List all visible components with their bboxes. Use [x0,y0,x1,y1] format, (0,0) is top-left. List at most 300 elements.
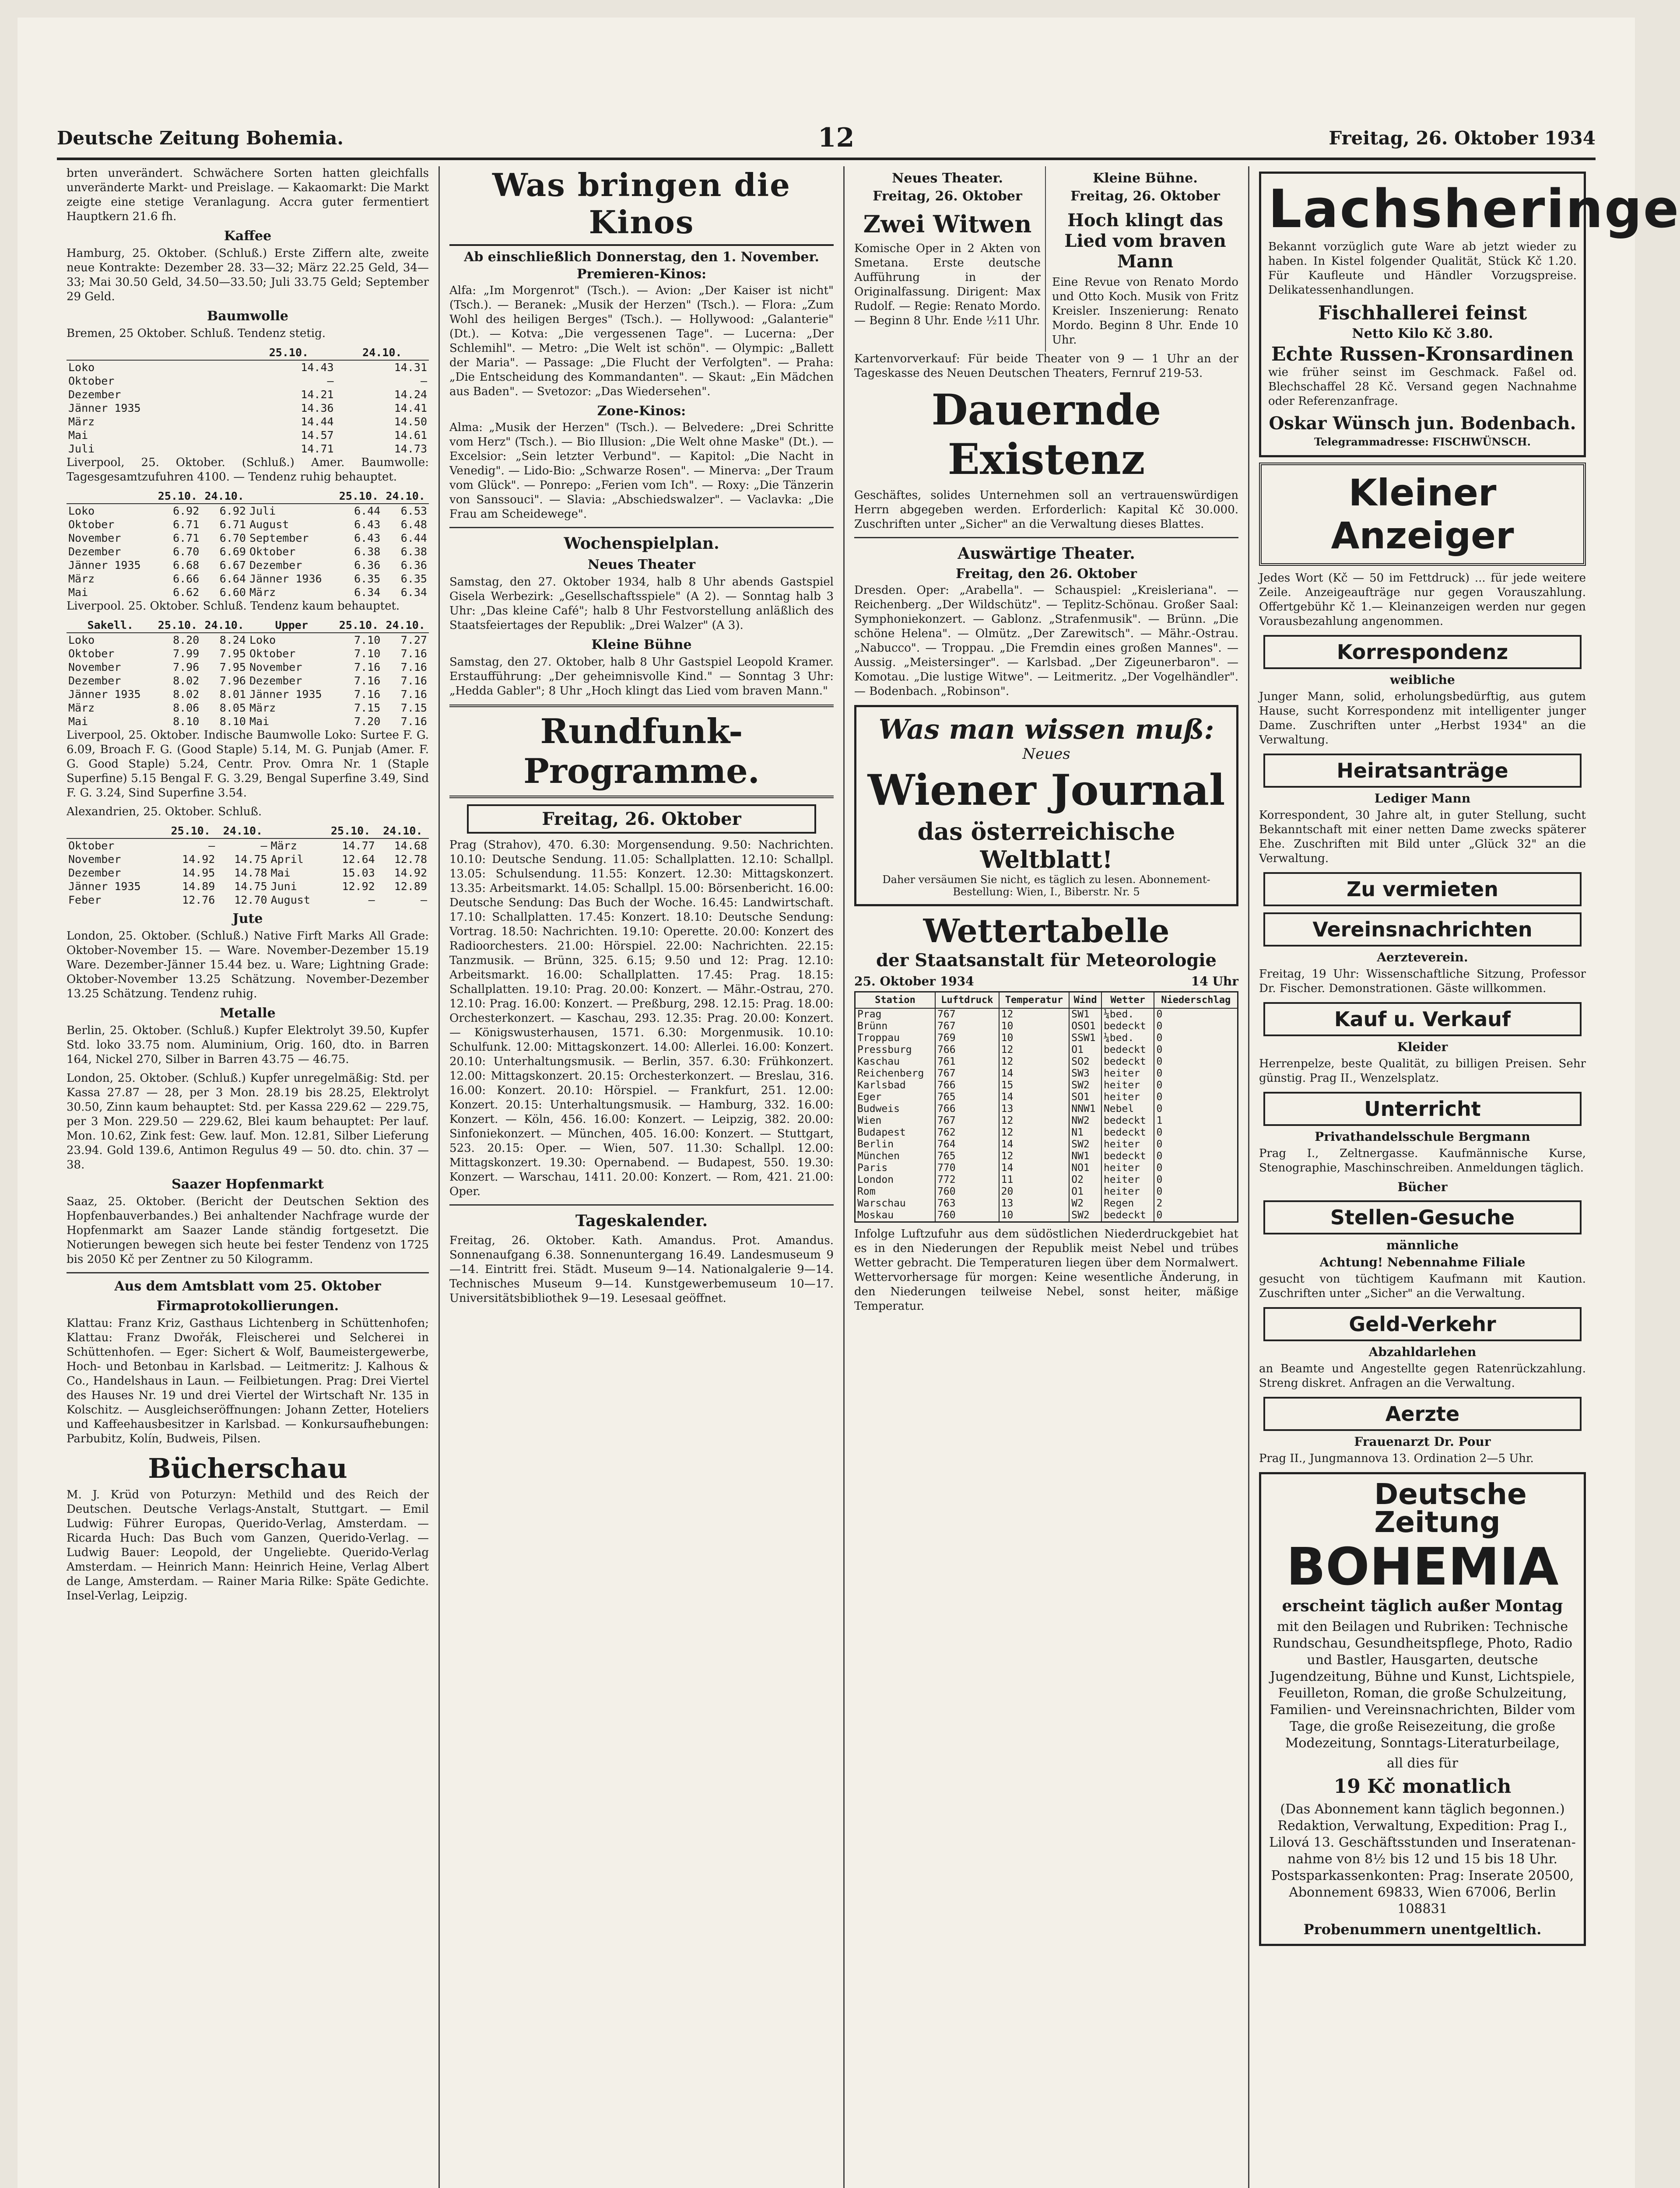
kaffee-text: Hamburg, 25. Oktober. (Schluß.) Erste Ziffern alte, zweite neue Kontrakte: Dezember 28. 33—32; März 22.25 Geld, 34—33; Mai 30.50 Geld, 34.50—33.50; Juli 33.75 Geld; September 29 Geld. [67,247,429,303]
table-cell: 6.38 [400,545,427,558]
frauenarzt-sub: Frauenarzt Dr. Pour [1354,1434,1491,1449]
wissen-heading: Was man wissen muß: [878,713,1214,745]
table-cell: SO2 [1069,1056,1101,1068]
neues-theater-box [854,166,1046,352]
table-cell: 7.16 [400,647,427,660]
column-3 [845,166,1249,2188]
market-row [67,852,429,866]
table-cell: — [327,375,334,387]
column-header: Luftdruck [935,992,999,1009]
table-cell: 767 [935,1068,999,1080]
table-cell: 7.16 [354,674,381,687]
table-cell: 7.10 [354,634,381,646]
table-cell: 6.44 [354,505,381,517]
market-row [67,388,429,401]
russen-text: wie früher seinst im Geschmack. Faßel od. Blechschaffel 28 Kč. Versand gegen Nachnahme oder Referenzanfrage. [1268,366,1577,408]
table-cell: 0 [1154,1044,1238,1056]
kauf-text: Herrenpelze, beste Qualität, zu billigen Preisen. Sehr günstig. Prag II., Wenzelsplatz. [1259,1057,1586,1085]
table-cell: ¼bed. [1101,1008,1154,1020]
table-cell: 14 [999,1091,1070,1103]
table-cell: Loko [68,505,95,517]
table-cell: München [855,1150,936,1162]
table-cell: 14.77 [342,839,375,852]
table-cell: 14.89 [182,880,215,893]
column-header: Station [855,992,936,1009]
tageskalender-heading: Tageskalender. [575,1212,708,1230]
table-cell: Budapest [855,1127,936,1139]
table-cell: 6.67 [219,559,246,572]
table-cell: Berlin [855,1139,936,1150]
table-cell: 12.89 [394,880,427,893]
table-cell: 760 [935,1186,999,1198]
wettertabelle-subtitle: der Staatsanstalt für Meteorologie [876,950,1217,971]
table-cell: Loko [68,634,95,646]
wissen-neues: Neues [1022,745,1070,763]
table-cell: Jänner 1935 [68,402,141,414]
indische-text: Liverpool, 25. Oktober. Indische Baumwolle Loko: Surtee F. G. 6.09, Broach F. G. (Good Staple) 5.14, M. G. Punjab (Amer. F. G. Good Staple) 5.24, Centr. Prov. Omra Nr. 1 (Staple Superfine) 5.15 Bengal F. G. 3.29, Bengal Superfine 3.49, Sind F. G. 3.24, Sind Superfine 3.54. [67,729,429,799]
table-cell: 14.92 [394,866,427,879]
market-row [67,715,429,728]
table-cell: 6.34 [400,586,427,599]
column-header: 24.10. [201,618,248,633]
table-cell: 0 [1154,1056,1238,1068]
table-cell: 10 [999,1020,1070,1032]
table-cell: 6.69 [219,545,246,558]
table-cell: 765 [935,1150,999,1162]
kleine-buehne-heading: Kleine Bühne. [1093,171,1198,186]
oskar-wuensch: Oskar Wünsch jun. Bodenbach. [1269,413,1576,434]
column-header: 24.10. [336,345,429,360]
weather-time: 14 Uhr [1191,974,1238,989]
jute-heading: Jute [232,911,263,926]
auswaertige-theater-heading: Auswärtige Theater. [957,544,1135,563]
column-header: 24.10. [382,489,429,504]
table-cell: 12 [999,1150,1070,1162]
weather-row [855,1056,1238,1068]
table-cell: 15.03 [342,866,375,879]
baumwolle-heading: Baumwolle [207,309,289,324]
table-cell: 8.20 [173,634,200,646]
table-cell: 8.05 [219,701,246,714]
kleine-buehne-box [1052,166,1238,352]
divider [854,537,1238,538]
table-cell: O2 [1069,1174,1101,1186]
fischhalle-price: Netto Kilo Kč 3.80. [1352,326,1493,341]
table-cell: Oktober [68,839,115,852]
table-cell: heiter [1101,1139,1154,1150]
table-cell: 0 [1154,1068,1238,1080]
geld-sub: Abzahldarlehen [1368,1345,1477,1359]
korrespondenz-heading: Korrespondenz [1263,635,1582,669]
table-cell: 763 [935,1198,999,1210]
table-cell: Moskau [855,1210,936,1222]
column-header: 25.10. [336,489,382,504]
theater-row [854,166,1238,352]
dauernde-existenz-text: Geschäftes, solides Unternehmen soll an vertrauenswürdigen Herrn abgegeben werden. Erforderlich: Kapital Kč 30.000. Zuschriften unter „Sicher" an die Verwaltung dieses Blattes. [854,489,1238,531]
kaffee-heading: Kaffee [224,228,272,244]
table-cell: 14.44 [301,415,334,428]
russen-line: Echte Russen-Kronsardinen [1271,343,1574,365]
table-cell: heiter [1101,1174,1154,1186]
alexandria-table [67,824,429,907]
table-cell: 6.35 [400,572,427,585]
table-cell: O1 [1069,1044,1101,1056]
market-row [67,647,429,660]
table-cell: bedeckt [1101,1020,1154,1032]
aerzteverein-sub: Aerzteverein. [1377,950,1468,964]
table-cell: 8.10 [219,715,246,728]
weather-text: Infolge Luftzufuhr aus dem südöstlichen Niederdruckgebiet hat es in den Niederungen der Republik meist Nebel und trübes Wetter gebracht. Die Temperaturen liegen über dem Normalwert. Wettervorhersage für morgen: Keine wesentliche Änderung, in den Niederungen teilweise Nebel, sonst heiter, mäßige Temperatur. [854,1227,1238,1313]
kino-subtitle: Ab einschließlich Donnerstag, den 1. November. [464,249,819,265]
neues-theater-title: Zwei Witwen [863,210,1032,238]
table-cell: 7.15 [354,701,381,714]
table-cell: Eger [855,1091,936,1103]
table-cell: 13 [999,1103,1070,1115]
column-header: 25.10. [154,618,201,633]
weather-header-row [854,974,1238,989]
unterricht-sub: Privathandelsschule Bergmann [1315,1129,1530,1144]
table-cell: 14 [999,1162,1070,1174]
table-cell: 15 [999,1080,1070,1091]
table-cell: August [270,894,310,906]
table-cell: bedeckt [1101,1044,1154,1056]
table-cell: 14.92 [182,853,215,866]
table-cell: März [68,701,95,714]
table-cell: N1 [1069,1127,1101,1139]
fischhalle-line: Fischhallerei feinst [1318,302,1527,324]
masthead-title: Deutsche Zeitung Bohemia. [57,127,344,149]
metalle-text: Berlin, 25. Oktober. (Schluß.) Kupfer Elektrolyt 39.50, Kupfer Std. loko 33.75 nom. Aluminium, Orig. 160, dto. in Barren 164, Nickel 270, Silber in Barren 43.75 — 46.75. [67,1024,429,1066]
neues-theater-date: Freitag, 26. Oktober [873,189,1022,204]
table-cell: bedeckt [1101,1210,1154,1222]
column-header: 25.10. [154,489,201,504]
table-cell: Brünn [855,1020,936,1032]
table-cell: bedeckt [1101,1150,1154,1162]
weather-row [855,1150,1238,1162]
table-cell: 0 [1154,1008,1238,1020]
weather-row [855,1080,1238,1091]
table-cell: 8.02 [173,674,200,687]
table-cell: 767 [935,1008,999,1020]
saazer-heading: Saazer Hopfenmarkt [172,1177,324,1192]
table-cell: 6.70 [173,545,200,558]
bohemia-ad [1259,1472,1586,1946]
table-cell: Prag [855,1008,936,1020]
market-row [67,531,429,545]
dauernde-existenz-ad: Dauernde Existenz [931,385,1161,484]
table-cell: 6.43 [354,518,381,531]
table-cell: bedeckt [1101,1127,1154,1139]
table-cell: 7.95 [219,647,246,660]
column-header: 25.10. [165,824,217,838]
table-cell: Jänner 1935 [68,880,141,893]
kino-title: Was bringen die Kinos [449,166,834,246]
masthead-date: Freitag, 26. Oktober 1934 [1329,127,1596,149]
geld-verkehr-heading: Geld-Verkehr [1263,1307,1582,1341]
column-2 [440,166,845,2188]
table-cell: W2 [1069,1198,1101,1210]
table-cell: Jänner 1935 [68,688,141,701]
liverpool2-table [67,618,429,728]
neues-theater-heading: Neues Theater [587,557,696,572]
table-cell: 7.16 [400,661,427,673]
london-text: London, 25. Oktober. (Schluß.) Kupfer unregelmäßig: Std. per Kassa 27.87 — 28, per 3 Mon. 28.19 bis 28.25, Elektrolyt 30.50, Zinn kaum behauptet: Std. per Kassa 229.62 — 229.75, per 3 Mon. 229.50 — 229.62, Blei kaum behauptet: Per lauf. Mon. 10.62, Zink fest: Gew. lauf. Mon. 12.81, Silber Lieferung 23.94. Gold 139.6, Antimon Regulus 49 — 50. dto. chin. 37 — 38. [67,1072,429,1171]
table-cell: 0 [1154,1080,1238,1091]
divider [67,1272,429,1273]
table-cell: November [68,853,121,866]
market-row [67,415,429,428]
table-cell: 0 [1154,1150,1238,1162]
table-cell: Mai [68,715,88,728]
table-cell: — [208,839,215,852]
column-header: Wetter [1101,992,1154,1009]
table-cell: London [855,1174,936,1186]
bohemia-line1: erscheint täglich außer Montag [1282,1597,1563,1615]
auswaertige-theater-text: Dresden. Oper: „Arabella". — Schauspiel: „Kreisleriana". — Reichenberg. „Der Wildschütz". — Teplitz-Schönau. Großer Saal: Symphoniekonzert. — Gablonz. „Strafenmusik". — Brünn. „Die schöne Helena". — Olmütz. „Der Zarewitsch". — Mähr.-Ostrau. „Nabucco". — Troppau. „Die Fremdin eines großen Mannes". — Aussig. „Meistersinger". — Karlsbad. „Der Zigeunerbaron". — Komotau. „Die lustige Witwe". — Leitmeritz. „Der Vogelhändler". — Bodenbach. „Robinson". [854,584,1238,698]
market-row [67,880,429,893]
table-cell: NNW1 [1069,1103,1101,1115]
liverpool-table [67,489,429,599]
table-cell: Budweis [855,1103,936,1115]
tageskalender-text: Freitag, 26. Oktober. Kath. Amandus. Prot. Amandus. Sonnenaufgang 6.38. Sonnenuntergang 16.49. Landesmuseum 9—14. Eintritt frei. Städt. Museum 9—14. Nationalgalerie 9—14. Technisches Museum 9—14. Kunstgewerbemuseum 10—17. Universitätsbibliothek 9—19. Lesesaal geöffnet. [449,1234,834,1305]
rundfunk-title: Rundfunk-Programme. [449,705,834,798]
bohemia-logo: BOHEMIA [1286,1536,1559,1597]
table-cell: 0 [1154,1103,1238,1115]
table-cell: 7.96 [219,674,246,687]
kino-text: Alfa: „Im Morgenrot" (Tsch.). — Avion: „Der Kaiser ist nicht" (Tsch.). — Beranek: „Musik der Herzen" (Tsch.). — Flora: „Zum Wohl des heiligen Berges" (Tsch.). — Hollywood: „Galanterie" (Dt.). — Kotva: „Die vergessenen Tage". — Lucerna: „Der Schlemihl". — Metro: „Die Welt ist schön". — Olympic: „Ballett der Maria". — Passage: „Die Flucht der Verfolgten". — Praha: „Die Entscheidung des Kommandanten". — Skaut: „Ein Mädchen aus Baden". — Svetozor: „Das Wiedersehen". [449,284,834,398]
lachsheringe-title: Lachsheringe [1268,179,1680,240]
market-row [67,586,429,599]
table-cell: 12.78 [394,853,427,866]
table-cell: heiter [1101,1162,1154,1174]
aerzte-heading: Aerzte [1263,1397,1582,1431]
table-cell: 7.99 [173,647,200,660]
market-row [67,660,429,674]
weather-row [855,1115,1238,1127]
kauf-verkauf-heading: Kauf u. Verkauf [1263,1002,1582,1036]
weather-row [855,1127,1238,1139]
table-cell: 7.16 [400,688,427,701]
table-cell: heiter [1101,1186,1154,1198]
buecherschau-text: M. J. Krüd von Poturzyn: Methild und des Reich der Deutschen. Deutsche Verlags-Anstalt, Stuttgart. — Emil Ludwig: Führer Europas, Querido-Verlag, Amsterdam. — Ricarda Huch: Das Buch vom Ganzen, Querido-Verlag. — Ludwig Bauer: Leopold, der Ungeliebte. Querido-Verlag Amsterdam. — Heinrich Mann: Heinrich Heine, Verlag Albert de Lange, Amsterdam. — Rainer Maria Rilke: Späte Gedichte. Insel-Verlag, Leipzig. [67,1488,429,1602]
unterricht-text: Prag I., Zeltnergasse. Kaufmännische Kurse, Stenographie, Maschinschreiben. Anmeldungen täglich. [1259,1147,1586,1175]
table-cell: April [270,853,304,866]
weather-row [855,1032,1238,1044]
divider [449,1204,834,1206]
table-cell: November [68,661,121,673]
table-cell: Oktober [249,647,296,660]
market-row [67,374,429,388]
table-cell: Nebel [1101,1103,1154,1115]
table-cell: 0 [1154,1174,1238,1186]
column-header: Upper [248,618,336,633]
table-cell: ¼bed. [1101,1032,1154,1044]
kleine-buehne-heading: Kleine Bühne [591,637,692,652]
table-cell: Rom [855,1186,936,1198]
table-cell: 8.24 [219,634,246,646]
table-cell: 7.16 [400,715,427,728]
weather-row [855,1198,1238,1210]
column-header [67,824,165,838]
table-cell: 6.68 [173,559,200,572]
column-header: 24.10. [217,824,269,838]
table-cell: 12.70 [234,894,267,906]
korrespondenz-text: Junger Mann, solid, erholungsbedürftig, aus gutem Hause, sucht Korrespondenz mit intelligenter junger Dame. Zuschriften unter „Herbst 1934" an die Verwaltung. [1259,690,1586,747]
column-header: Niederschlag [1154,992,1238,1009]
table-cell: SW3 [1069,1068,1101,1080]
table-cell: heiter [1101,1091,1154,1103]
market-row [67,572,429,586]
table-cell: Regen [1101,1198,1154,1210]
table-cell: Dezember [249,559,302,572]
bremen-table [67,345,429,456]
table-cell: 0 [1154,1091,1238,1103]
table-cell: 7.10 [354,647,381,660]
table-cell: 12 [999,1127,1070,1139]
table-cell: 6.48 [400,518,427,531]
table-cell: heiter [1101,1068,1154,1080]
bohemia-text: mit den Beilagen und Rubriken: Technische Rundschau, Gesundheitspflege, Photo, Radio und Bastler, Hausgarten, deutsche Jugendzeitung, Bühne und Kunst, Lichtspiele, Feuilleton, Roman, die große Schulzeitung, Familien- und Vereinsnachrichten, Bilder vom Tage, die große Reisezeitung, die große Modezeitung, Sonntags-Literaturbeilage, [1270,1619,1575,1751]
kleiner-anzeiger-text: Jedes Wort (Kč — 50 im Fettdruck) ... für jede weitere Zeile. Anzeigeaufträge nur gegen Vorauszahlung. Offertgebühr Kč 1.— Kleinanzeigen werden nur gegen Vorausbezahlung angenommen. [1259,572,1586,628]
table-cell: NW1 [1069,1150,1101,1162]
table-cell: 766 [935,1103,999,1115]
column-header [248,489,336,504]
table-cell: 6.34 [354,586,381,599]
table-cell: 6.36 [400,559,427,572]
table-cell: 14.24 [394,388,427,401]
table-cell: 10 [999,1210,1070,1222]
table-cell: 12 [999,1115,1070,1127]
table-cell: 0 [1154,1186,1238,1198]
column-header: Temperatur [999,992,1070,1009]
column-header [67,489,154,504]
market-row [67,360,429,374]
stellen-sub: männliche [1386,1238,1459,1252]
table-cell: 6.53 [400,505,427,517]
market-row [67,838,429,852]
table-cell: 769 [935,1032,999,1044]
table-cell: 10 [999,1032,1070,1044]
table-cell: 6.71 [173,518,200,531]
saazer-text: Saaz, 25. Oktober. (Bericht der Deutschen Sektion des Hopfenbauverbandes.) Bei anhaltender Nachfrage wurde der Hopfenmarkt am Saazer Lande ständig fortgesetzt. Die Notierungen bewegen sich heute bei fester Tendenz von 1725 bis 2050 Kč per Zentner zu 50 Kilogramm. [67,1195,429,1266]
table-cell: bedeckt [1101,1056,1154,1068]
table-cell: 6.71 [173,532,200,544]
table-cell: Mai [270,866,291,879]
amtsblatt-heading: Aus dem Amtsblatt vom 25. Oktober [114,1279,381,1294]
kleine-buehne-date: Freitag, 26. Oktober [1070,189,1220,204]
market-row [67,674,429,687]
table-cell: Reichenberg [855,1068,936,1080]
market-row [67,687,429,701]
market-row [67,428,429,442]
table-cell: 6.66 [173,572,200,585]
table-cell: 14.95 [182,866,215,879]
table-cell: 761 [935,1056,999,1068]
vereinsnachrichten-heading: Vereinsnachrichten [1263,912,1582,947]
table-cell: Juni [270,880,297,893]
amtsblatt-subheading: Firmaprotokollierungen. [156,1298,339,1314]
table-cell: 765 [935,1091,999,1103]
masthead [57,118,1596,160]
weather-row [855,1068,1238,1080]
column-header: 24.10. [201,489,248,504]
achtung-line: Achtung! Nebennahme Filiale [1319,1255,1526,1269]
table-cell: 12 [999,1044,1070,1056]
wiener-journal-title: Wiener Journal [867,765,1225,815]
neues-theater-text: Komische Oper in 2 Akten von Smetana. Erste deutsche Aufführung in der Originalfassung. Dirigent: Max Rudolf. — Regie: Renato Mordo. — Beginn 8 Uhr. Ende ½11 Uhr. [854,242,1041,327]
table-cell: Oktober [68,375,115,387]
wettertabelle-title: Wettertabelle [923,912,1170,950]
telegram-address: Telegrammadresse: FISCHWÜNSCH. [1314,435,1531,448]
table-cell: 1 [1154,1115,1238,1127]
stellen-text: gesucht von tüchtigem Kaufmann mit Kaution. Zuschriften unter „Sicher" an die Verwaltung. [1259,1273,1586,1300]
verein-text: Freitag, 19 Uhr: Wissenschaftliche Sitzung, Professor Dr. Fischer. Demonstrationen. Gäste willkommen. [1259,968,1586,995]
table-cell: 770 [935,1162,999,1174]
table-cell: 0 [1154,1032,1238,1044]
column-header: 24.10. [382,618,429,633]
table-cell: Kaschau [855,1056,936,1068]
table-cell: 0 [1154,1020,1238,1032]
table-cell: 14.41 [394,402,427,414]
kleine-buehne-title: Hoch klingt das Lied vom braven Mann [1064,210,1226,272]
table-cell: September [249,532,309,544]
table-cell: 7.15 [400,701,427,714]
market-intro: brten unverändert. Schwächere Sorten hatten gleichfalls unveränderte Markt- und Preislage. — Kakaomarkt: Die Markt zeigte eine stetige Veranlagung. Accra guter fermentiert Hauptkern 21.6 fh. [67,167,429,223]
table-cell: 0 [1154,1139,1238,1150]
table-cell: Loko [68,361,95,374]
table-cell: 6.62 [173,586,200,599]
unterricht-heading: Unterricht [1263,1092,1582,1126]
table-cell: März [270,839,297,852]
table-cell: Feber [68,894,102,906]
kleiner-anzeiger-title: Kleiner Anzeiger [1259,463,1586,566]
market-row [67,633,429,647]
weather-row [855,1103,1238,1115]
divider [449,527,834,528]
table-cell: 14.71 [301,442,334,455]
market-row [67,558,429,572]
rundfunk-date: Freitag, 26. Oktober [467,804,816,834]
table-cell: 14.75 [234,853,267,866]
heiratsantraege-heading: Heiratsanträge [1263,754,1582,788]
rundfunk-text: Prag (Strahov), 470. 6.30: Morgensendung. 9.50: Nachrichten. 10.10: Deutsche Sendung. 11.05: Schallplatten. 12.10: Schallpl. 13.05: Schulsendung. 11.55: Konzert. 12.30: Mittagskonzert. 13.35: Arbeitsmarkt. 14.05: Schallpl. 15.00: Börsenbericht. 16.00: Deutsche Sendung: Das Buch der Woche. 16.45: Landwirtschaft. 17.10: Schallplatten. 17.45: Konzert. 18.10: Deutsche Sendung: Vortrag. 18.50: Nachrichten. 19.10: Operette. 20.00: Konzert des Radioorchesters. 21.00: Hörspiel. 22.00: Nachrichten. 22.15: Tanzmusik. — Brünn, 325. 6.15; 9.50 und 12: Prag. 12.10: Arbeitsmarkt. 16.00: Schallplatten. 17.45: Prag. 18.15: Schallplatten. 19.10: Prag. 20.00: Konzert. — Mähr.-Ostrau, 270. 12.10: Prag. 16.00: Konzert. — Preßburg, 298. 12.15: Prag. 18.00: Orchesterkonzert. — Kaschau, 293. 12.35: Prag. 20.00: Konzert. — Königswusterhausen, 1571. 6.30: Morgenmusik. 10.10: Schulfunk. 12.00: Mittagskonzert. 14.00: Allerlei. 16.00: Konzert. 20.10: Unterhaltungsmusik. — Berlin, 357. 6.30: Frühkonzert. 12.00: Mittagskonzert. 20.15: Orchesterkonzert. — Breslau, 316. 16.00: Konzert. 20.10: Hörspiel. — Frankfurt, 251. 12.00: Konzert. 20.15: Unterhaltungsmusik. — Hamburg, 332. 16.00: Konzert. — Köln, 456. 16.00: Konzert. — Leipzig, 382. 20.00: Sinfoniekonzert. — München, 405. 16.00: Konzert. — Stuttgart, 523. 20.15: Oper. — Wien, 507. 11.30: Schallpl. 12.00: Mittagskonzert. 19.30: Opernabend. — Budapest, 550. 19.30: Konzert. — Warschau, 1411. 20.00: Konzert. — Rom, 421. 21.00: Oper. [449,838,834,1198]
weltblatt-line: das österreichische Weltblatt! [917,817,1175,873]
column-1 [57,166,440,2188]
bohemia-for: all dies für [1387,1756,1458,1771]
weather-row [855,1008,1238,1020]
column-header [67,345,242,360]
table-cell: 7.96 [173,661,200,673]
table-cell: Karlsbad [855,1080,936,1091]
kleider-sub: Kleider [1397,1040,1448,1054]
table-cell: 6.35 [354,572,381,585]
table-cell: 767 [935,1115,999,1127]
table-cell: Juli [68,442,95,455]
table-cell: 7.20 [354,715,381,728]
frauenarzt-text: Prag II., Jungmannova 13. Ordination 2—5 Uhr. [1259,1452,1534,1465]
table-cell: 7.95 [219,661,246,673]
weather-row [855,1020,1238,1032]
market-row [67,401,429,415]
table-cell: 14 [999,1068,1070,1080]
table-cell: 0 [1154,1127,1238,1139]
table-cell: Wien [855,1115,936,1127]
table-cell: 6.43 [354,532,381,544]
table-cell: März [68,415,95,428]
column-header: 24.10. [377,824,429,838]
table-cell: 12.92 [342,880,375,893]
geld-text: an Beamte und Angestellte gegen Ratenrückzahlung. Streng diskret. Anfragen an die Verwaltung. [1259,1362,1586,1390]
